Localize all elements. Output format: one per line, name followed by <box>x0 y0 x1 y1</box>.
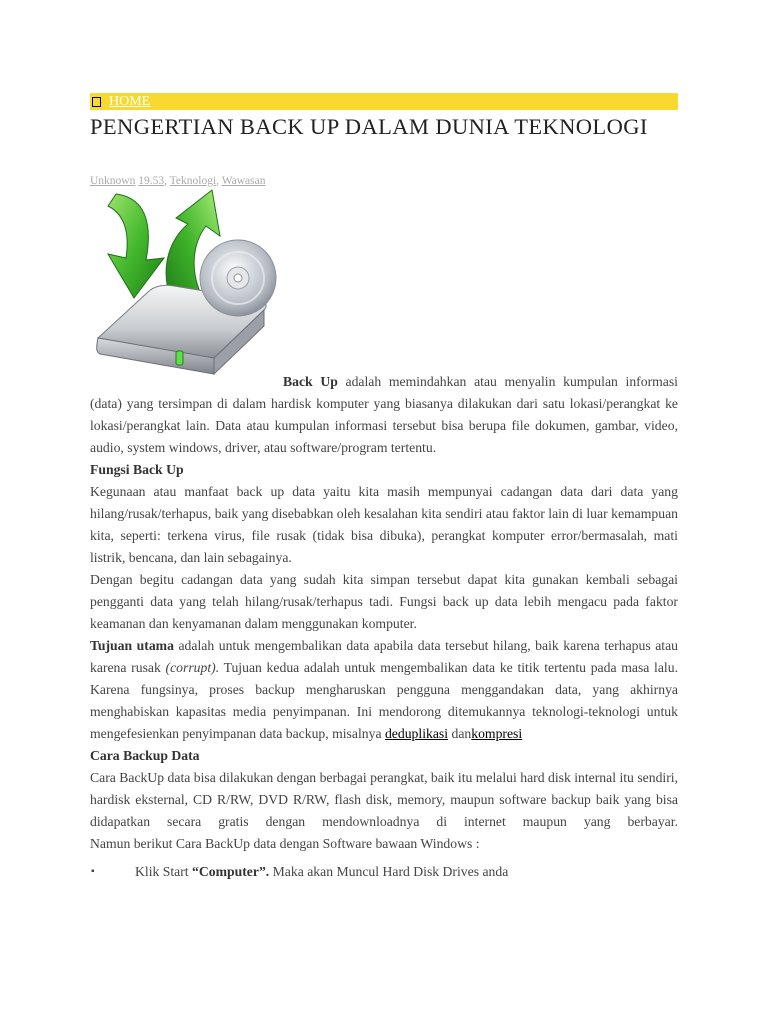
post-time-link[interactable]: 19.53 <box>138 175 165 187</box>
tujuan-text-2: Tujuan kedua adalah untuk mengembalikan data ke titik tertentu pada masa lalu. Karena fungsinya, proses backup mengharuskan pengguna menggandakan data, yang akhirnya menghabiskan kapasitas media penyimpanan. Ini mendorong ditemukannya teknologi-teknologi untuk mengefesienkan penyimpanan data backup, misalnya <box>90 660 678 741</box>
backup-illustration <box>88 188 288 380</box>
intro-text: adalah memindahkan atau menyalin kumpulan informasi (data) yang tersimpan di dalam hardisk komputer yang biasanya dilakukan dari satu lokasi/perangkat ke lokasi/perangkat lain. Data atau kumpulan informasi tersebut bisa berupa file dokumen, gambar, video, audio, system windows, driver, atau software/program tertentu. <box>90 374 678 455</box>
disc-icon <box>200 240 276 316</box>
fungsi-paragraph-1: Kegunaan atau manfaat back up data yaitu kita masih mempunyai cadangan data dari data yang hilang/rusak/terhapus, baik yang disebabkan oleh kesalahan kita sendiri atau faktor lain di luar kemampuan kita, seperti: terkena virus, file rusak (tidak bisa dibuka), perangkat komputer error/bermasalah, mati listrik, bencana, dan lain sebagainya. <box>90 484 678 565</box>
list-item-text <box>135 861 508 883</box>
post-author-link[interactable]: Unknown <box>90 175 136 187</box>
intro-paragraph <box>90 371 678 459</box>
tujuan-paragraph <box>90 635 678 745</box>
top-nav-bar <box>90 93 678 110</box>
cara-paragraph-1: Cara BackUp data bisa dilakukan dengan berbagai perangkat, baik itu melalui hard disk internal itu sendiri, hardisk eksternal, CD R/RW, DVD R/RW, flash disk, memory, maupun software backup baik yang bisa didapatkan secara gratis dengan mendownloadnya di internet maupun yang berbayar. <box>90 770 678 829</box>
category-link-wawasan[interactable]: Wawasan <box>221 175 266 187</box>
intro-term: Back Up <box>283 374 338 389</box>
cara-heading: Cara Backup Data <box>90 748 200 763</box>
tujuan-text-1: adalah untuk mengembalikan data apabila data tersebut hilang, baik karena terhapus atau karena rusak <box>90 638 679 675</box>
post-meta: Unknown 19.53, Teknologi, Wawasan <box>90 175 266 187</box>
link-deduplikasi[interactable]: deduplikasi <box>384 726 449 741</box>
home-link[interactable]: HOME <box>109 94 151 109</box>
list-item <box>90 861 678 883</box>
cara-paragraph-2: Namun berikut Cara BackUp data dengan Software bawaan Windows : <box>90 836 480 851</box>
down-arrow-icon <box>108 194 164 298</box>
tujuan-italic: (corrupt). <box>165 660 220 675</box>
bullet-icon: ▪ <box>91 866 95 877</box>
post-body <box>90 371 678 883</box>
tujuan-term: Tujuan utama <box>90 638 174 653</box>
fungsi-heading: Fungsi Back Up <box>90 462 184 477</box>
category-link-teknologi[interactable]: Teknologi <box>169 175 217 187</box>
home-icon <box>92 97 101 107</box>
bullet-bold: “Computer”. <box>192 864 270 879</box>
link-connector: dan <box>448 726 472 741</box>
bullet-text-1: Klik Start <box>135 864 193 879</box>
link-kompresi[interactable]: kompresi <box>471 726 523 741</box>
fungsi-paragraph-2: Dengan begitu cadangan data yang sudah kita simpan tersebut dapat kita gunakan kembali sebagai pengganti data yang telah hilang/rusak/terhapus tadi. Fungsi back up data lebih mengacu pada faktor keamanan dan kenyamanan dalam menggunakan komputer. <box>90 572 678 631</box>
bullet-text-2: Maka akan Muncul Hard Disk Drives anda <box>269 864 509 879</box>
post-title: PENGERTIAN BACK UP DALAM DUNIA TEKNOLOGI <box>90 114 648 139</box>
